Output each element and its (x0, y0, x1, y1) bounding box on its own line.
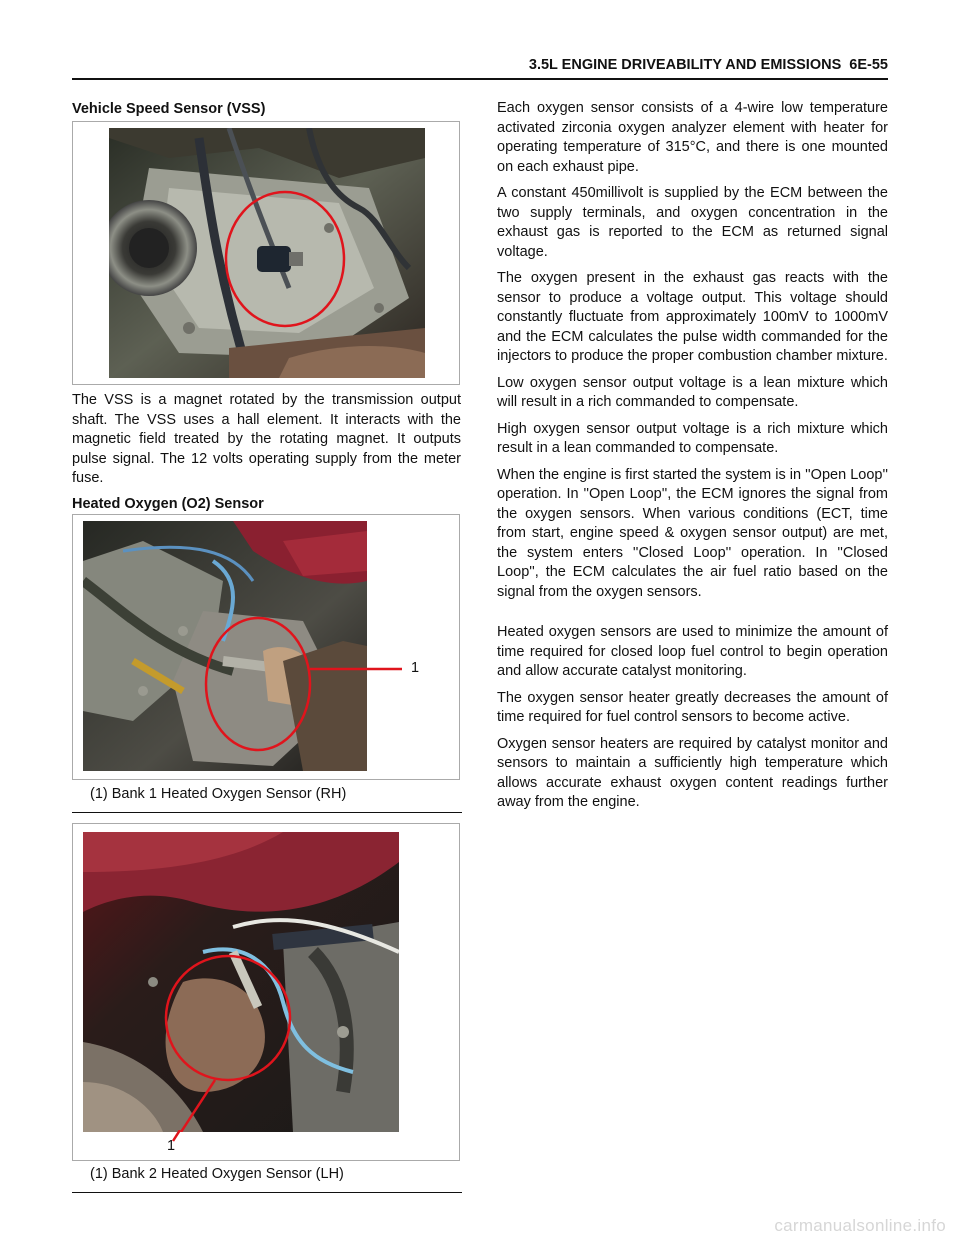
header-title: 3.5L ENGINE DRIVEABILITY AND EMISSIONS 6E-55 (528, 57, 888, 73)
o2-bank2-illustration (83, 832, 399, 1132)
o2-figure1-frame (72, 514, 460, 780)
o2-bank1-caption: (1) Bank 1 Heated Oxygen Sensor (RH) (90, 786, 347, 802)
o2-bank2-photo (83, 832, 399, 1132)
o2-bank2-caption: (1) Bank 2 Heated Oxygen Sensor (LH) (90, 1166, 344, 1182)
vss-figure-frame (72, 121, 460, 385)
o2-bank1-photo (83, 521, 367, 771)
vss-description: The VSS is a magnet rotated by the transmission output shaft. The VSS uses a hall element. It interacts with the magnetic field treated by the rotating magnet. It outputs pulse signal. The 12 volts operating supply from the meter fuse. (72, 392, 461, 486)
right-column (497, 99, 888, 820)
paragraph-heated-sensors: Heated oxygen sensors are used to minimize the amount of time required for closed loop fuel control to begin operation and allow accurate catalyst monitoring. (497, 624, 888, 679)
paragraph-sensor-construction: Each oxygen sensor consists of a 4-wire low temperature activated zirconia oxygen analyzer element with heater for operating temperature of 315°C, and there is one mounted on each exhaust pipe. (497, 100, 888, 175)
paragraph-voltage-output: The oxygen present in the exhaust gas reacts with the sensor to produce a voltage output. This voltage should constantly fluctuate from approximately 100mV to 1000mV and the ECM calculates the pulse width commanded for the injectors to produce the proper combustion chamber mixture. (497, 270, 888, 364)
paragraph-heater-requirement: Oxygen sensor heaters are required by catalyst monitor and sensors to maintain a sufficiently high temperature which allows accurate exhaust oxygen content readings further away from the engine. (497, 735, 888, 810)
o2-heading: Heated Oxygen (O2) Sensor (72, 496, 264, 512)
o2-bank1-illustration (83, 521, 367, 771)
paragraph-high-voltage: High oxygen sensor output voltage is a rich mixture which result in a lean commanded to compensate. (497, 420, 888, 456)
figure2-divider (72, 1192, 462, 1193)
o2-bank1-callout-line (367, 515, 437, 779)
o2-figure2-frame (72, 823, 460, 1161)
watermark: carmanualsonline.info (774, 1216, 946, 1235)
paragraph-gap (497, 609, 888, 623)
o2-bank2-callout-number: 1 (167, 1138, 176, 1154)
paragraph-low-voltage: Low oxygen sensor output voltage is a lean mixture which will result in a rich commanded to compensate. (497, 374, 888, 410)
vss-photo (109, 128, 425, 378)
paragraph-reference-voltage: A constant 450millivolt is supplied by the ECM between the two supply terminals, and oxygen concentration in the exhaust gas is reported to the ECM as returned signal voltage. (497, 185, 888, 260)
paragraph-open-closed-loop: When the engine is first started the system is in ''Open Loop'' operation. In ''Open Loop'', the ECM ignores the signal from the oxygen sensors. When various conditions (ECT, time from start, engine speed & oxygen sensor output) are met, the system enters ''Closed Loop'' operation. In ''Closed Loop'', the ECM calculates the air fuel ratio based on the signal from the oxygen sensors. (497, 466, 888, 600)
vss-engine-illustration (109, 128, 425, 378)
o2-bank1-callout-number: 1 (411, 660, 420, 676)
paragraph-heater-effect: The oxygen sensor heater greatly decreases the amount of time required for fuel control sensors to become active. (497, 689, 888, 725)
page-header (72, 56, 888, 80)
figure1-divider (72, 812, 462, 813)
vss-heading: Vehicle Speed Sensor (VSS) (72, 101, 266, 117)
